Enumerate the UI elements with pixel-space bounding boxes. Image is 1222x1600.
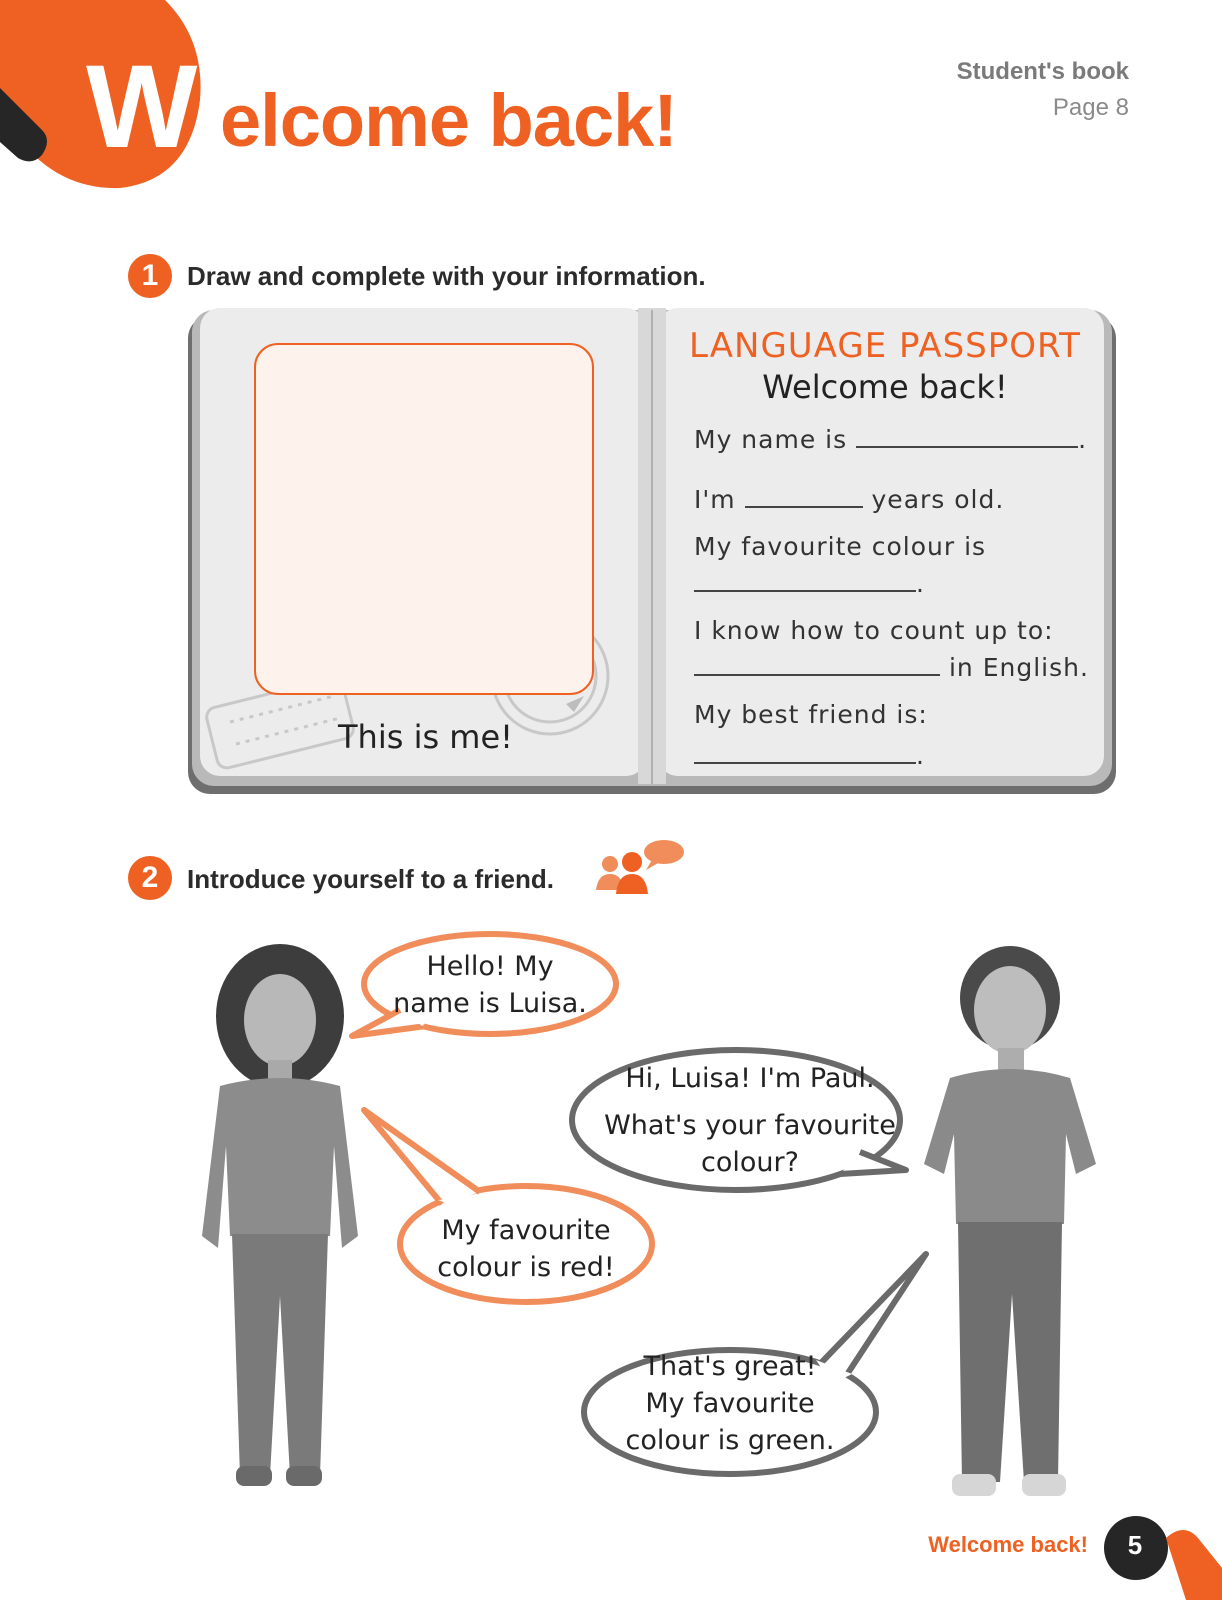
title-initial: W [86,41,198,173]
name-line [694,424,1087,454]
speech-paul-2-line-3: colour is green. [625,1425,835,1456]
boy-paul-image [900,934,1120,1512]
speech-luisa-1 [362,948,618,1022]
colour-suffix: . [916,569,925,598]
count-line [694,650,1089,682]
passport-title: LANGUAGE PASSPORT [689,326,1081,366]
friend-prompt: My best friend is: [694,700,928,729]
page-reference: Page 8 [1052,94,1129,121]
book-reference: Student's book [956,58,1129,85]
speech-paul-1-line-2: What's your favourite [604,1110,896,1141]
colour-line [694,566,925,598]
age-blank[interactable] [745,484,863,508]
age-prefix: I'm [694,485,736,514]
friend-suffix: . [916,741,925,770]
photo-caption: This is me! [338,718,513,756]
speech-luisa-1-line-1: Hello! My [426,951,554,982]
speech-paul-2-line-1: That's great! [643,1351,817,1382]
speech-luisa-1-line-2: name is Luisa. [393,988,587,1019]
passport-welcome: Welcome back! [762,368,1008,406]
name-suffix: . [1078,425,1088,454]
drawing-area[interactable] [254,343,594,695]
speech-luisa-2-line-1: My favourite [441,1215,611,1246]
friend-blank[interactable] [694,738,916,764]
count-prompt: I know how to count up to: [694,616,1054,645]
count-blank[interactable] [694,650,940,676]
speech-paul-1-line-1: Hi, Luisa! I'm Paul. [625,1063,875,1094]
speech-luisa-2-line-2: colour is red! [437,1252,615,1283]
footer-section-title: Welcome back! [928,1532,1088,1557]
speech-paul-2-line-2: My favourite [645,1388,815,1419]
age-suffix: years old. [871,485,1005,514]
age-line [694,484,1004,514]
speech-paul-2 [600,1348,860,1459]
pair-talk-icon [596,838,688,894]
page-number: 5 [1127,1530,1143,1560]
exercise-1-instruction: Draw and complete with your information. [187,261,706,291]
count-suffix: in English. [948,653,1089,682]
name-prefix: My name is [694,425,848,454]
exercise-2-instruction: Introduce yourself to a friend. [187,864,554,894]
page-title: elcome back! [220,79,677,162]
exercise-1-number: 1 [128,254,172,298]
speech-paul-1-line-3: colour? [701,1147,799,1178]
colour-prompt: My favourite colour is [694,532,987,561]
exercise-2-number: 2 [128,856,172,900]
colour-blank[interactable] [694,566,916,592]
name-blank[interactable] [856,424,1078,448]
friend-line [694,738,925,770]
